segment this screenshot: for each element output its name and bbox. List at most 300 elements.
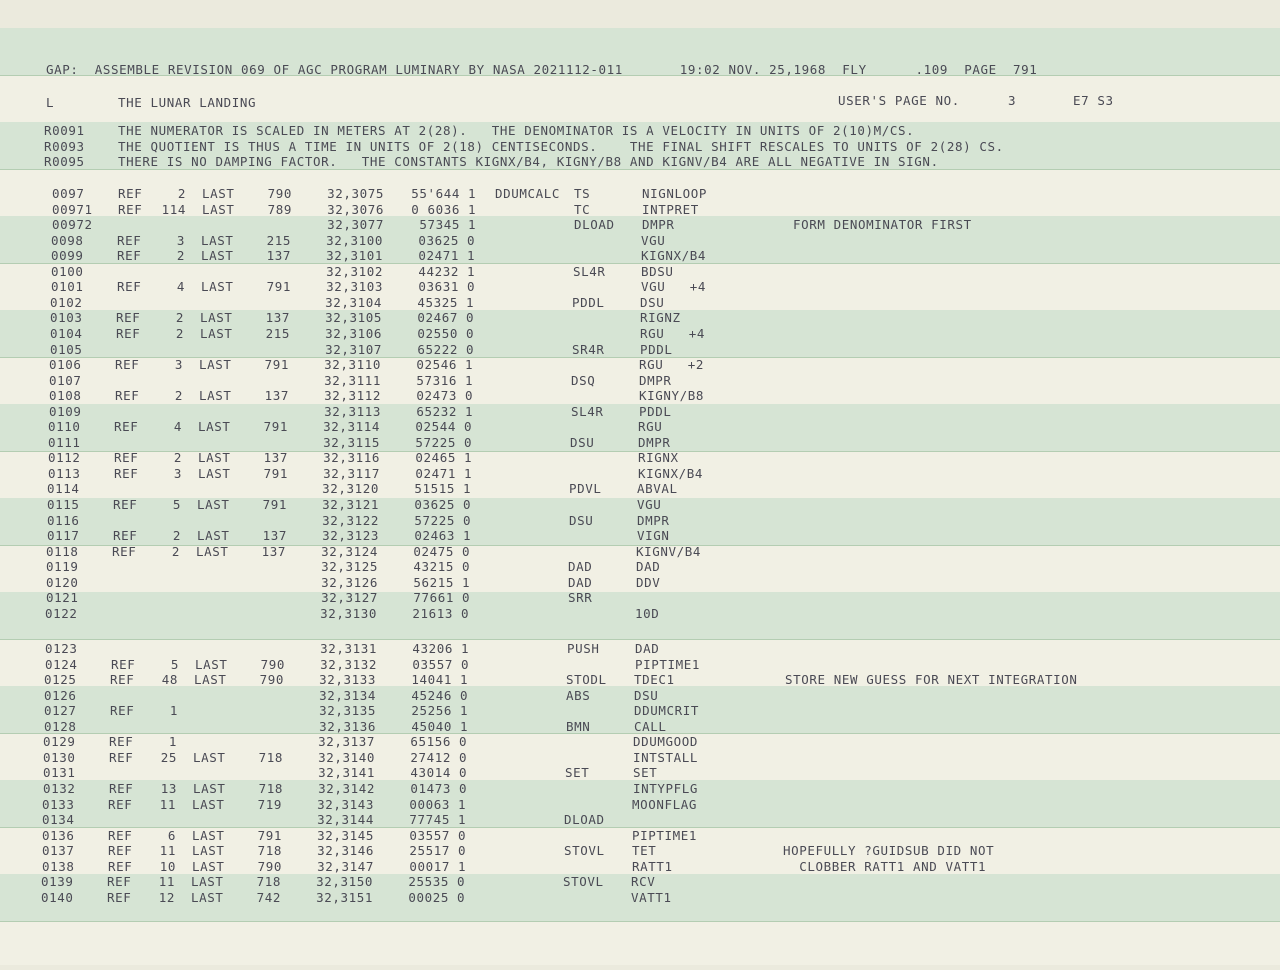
opcode: PDDL (572, 294, 605, 310)
address: 32,3127 (321, 590, 378, 606)
operand: INTPRET (642, 201, 699, 217)
parity-bit: 0 (462, 559, 471, 575)
line-number: 0113 (48, 465, 81, 481)
octal-word: 03625 (418, 232, 459, 248)
octal-word: 57345 (419, 217, 460, 233)
ref-count: 11 (158, 874, 175, 890)
operand: 10D (635, 605, 660, 621)
last-page: 137 (266, 248, 291, 264)
line-number: 00972 (52, 217, 93, 233)
operand: CALL (634, 718, 667, 734)
operand: KIGNV/B4 (636, 543, 702, 559)
remark-text: THE QUOTIENT IS THUS A TIME IN UNITS OF 2(18) CENTISECONDS. THE FINAL SHIFT RESCALES TO UNITS OF 2(28) CS. (118, 139, 1004, 154)
parity-bit: 1 (465, 372, 474, 388)
paper-band-bottom (0, 965, 1280, 970)
ref-count: 3 (176, 232, 185, 248)
ref-keyword: REF (111, 656, 136, 672)
address: 32,3103 (326, 279, 383, 295)
opcode: SR4R (572, 341, 605, 357)
last-page: 791 (257, 827, 282, 843)
line-number: 0108 (49, 388, 82, 404)
octal-word: 03631 (418, 279, 459, 295)
address: 32,3116 (323, 450, 380, 466)
last-page: 137 (265, 310, 290, 326)
parity-bit: 0 (461, 656, 470, 672)
octal-word: 02463 (414, 528, 455, 544)
address: 32,3135 (319, 703, 376, 719)
operand: PDDL (639, 403, 672, 419)
ref-keyword: REF (110, 672, 135, 688)
last-page: 718 (258, 780, 283, 796)
ref-keyword: REF (109, 734, 134, 750)
symbol-label: DDUMCALC (495, 186, 561, 201)
last-keyword: LAST (192, 858, 225, 874)
ref-keyword: REF (117, 279, 142, 295)
octal-word: 56215 (413, 574, 454, 590)
ref-keyword: REF (118, 201, 143, 217)
line-number: 0118 (46, 543, 79, 559)
ref-count: 6 (167, 827, 176, 843)
parity-bit: 1 (458, 812, 467, 828)
parity-bit: 0 (465, 388, 474, 404)
opcode: SL4R (573, 263, 606, 279)
last-page: 791 (266, 279, 291, 295)
octal-word: 25256 (411, 703, 452, 719)
last-page: 718 (258, 749, 283, 765)
address: 32,3121 (322, 497, 379, 512)
line-number: 0120 (46, 574, 79, 590)
last-keyword: LAST (191, 889, 224, 905)
line-number: 0137 (42, 843, 75, 859)
operand: KIGNY/B8 (639, 388, 705, 404)
line-number: 0104 (50, 325, 83, 341)
last-keyword: LAST (196, 543, 229, 559)
ref-keyword: REF (116, 325, 141, 341)
operand: VGU (637, 497, 662, 512)
last-keyword: LAST (197, 497, 230, 512)
comment: CLOBBER RATT1 AND VATT1 (783, 858, 987, 874)
operand: BDSU (641, 263, 674, 279)
ref-count: 10 (159, 858, 176, 874)
line-number: 0100 (51, 263, 84, 279)
last-page: 137 (263, 450, 288, 466)
octal-word: 03557 (412, 656, 453, 672)
parity-bit: 1 (464, 450, 473, 466)
operand: DMPR (639, 372, 672, 388)
octal-word: 25517 (409, 843, 450, 859)
opcode: STOVL (564, 843, 605, 859)
remark-id: R0091 (44, 123, 85, 138)
parity-bit: 0 (464, 419, 473, 435)
opcode: SL4R (571, 403, 604, 419)
parity-bit: 0 (459, 780, 468, 796)
address: 32,3120 (322, 481, 379, 497)
octal-word: 02546 (416, 357, 457, 373)
operand: DSU (634, 687, 659, 703)
parity-bit: 0 (464, 434, 473, 450)
address: 32,3124 (321, 543, 378, 559)
ref-count: 4 (173, 419, 182, 435)
address: 32,3146 (317, 843, 374, 859)
last-page: 790 (259, 672, 284, 688)
octal-word: 51515 (414, 481, 455, 497)
ref-count: 3 (174, 357, 183, 373)
line-number: 0122 (45, 605, 78, 621)
octal-word: 21613 (412, 605, 453, 621)
opcode: DAD (568, 574, 593, 590)
line-number: 0107 (49, 372, 82, 388)
ref-keyword: REF (117, 248, 142, 264)
address: 32,3140 (318, 749, 375, 765)
opcode: DLOAD (564, 812, 605, 828)
octal-word: 65232 (416, 403, 457, 419)
line-number: 0112 (48, 450, 81, 466)
parity-bit: 0 (463, 512, 472, 528)
ref-count: 5 (170, 656, 179, 672)
address: 32,3136 (319, 718, 376, 734)
paper-rule (0, 639, 1280, 640)
operand: VIGN (637, 528, 670, 544)
address: 32,3122 (322, 512, 379, 528)
line-number: 0114 (47, 481, 80, 497)
address: 32,3145 (317, 827, 374, 843)
operand: TET (632, 843, 657, 859)
last-keyword: LAST (202, 201, 235, 217)
operand: PDDL (640, 341, 673, 357)
last-keyword: LAST (201, 248, 234, 264)
octal-word: 0 6036 (411, 201, 460, 217)
octal-word: 45246 (411, 687, 452, 703)
ref-keyword: REF (114, 465, 139, 481)
operand: TDEC1 (634, 672, 675, 688)
ref-count: 2 (177, 186, 186, 201)
remark-text: THERE IS NO DAMPING FACTOR. THE CONSTANTS KIGNX/B4, KIGNY/B8 AND KIGNV/B4 ARE ALL NEGATIVE IN SIGN. (118, 154, 939, 169)
ref-count: 2 (176, 248, 185, 264)
parity-bit: 0 (463, 497, 472, 512)
last-keyword: LAST (200, 325, 233, 341)
comment: FORM DENOMINATOR FIRST (793, 217, 972, 233)
ref-count: 25 (160, 749, 177, 765)
operand: MOONFLAG (632, 796, 698, 812)
opcode: PDVL (569, 481, 602, 497)
opcode: ABS (566, 687, 591, 703)
last-page: 718 (256, 874, 281, 890)
operand: DDUMCRIT (634, 703, 700, 719)
parity-bit: 1 (461, 641, 470, 656)
last-page: 137 (264, 388, 289, 404)
octal-word: 43014 (410, 765, 451, 781)
last-page: 791 (264, 357, 289, 373)
line-number: 0109 (49, 403, 82, 419)
parity-bit: 0 (459, 734, 468, 750)
octal-word: 02475 (413, 543, 454, 559)
octal-word: 27412 (410, 749, 451, 765)
line-number: 0102 (50, 294, 83, 310)
section-letter: L (46, 95, 55, 110)
address: 32,3105 (325, 310, 382, 326)
line-number: 0136 (42, 827, 75, 843)
address: 32,3123 (322, 528, 379, 544)
ref-count: 2 (173, 450, 182, 466)
opcode: SRR (568, 590, 593, 606)
users-page-label: USER'S PAGE NO. (838, 93, 960, 108)
opcode: SET (565, 765, 590, 781)
ref-keyword: REF (108, 827, 133, 843)
line-number: 0132 (43, 780, 76, 796)
line-number: 0126 (44, 687, 77, 703)
parity-bit: 0 (457, 874, 466, 890)
last-keyword: LAST (197, 528, 230, 544)
address: 32,3117 (323, 465, 380, 481)
octal-word: 00025 (408, 889, 449, 905)
ref-count: 1 (168, 734, 177, 750)
parity-bit: 0 (459, 765, 468, 781)
octal-word: 44232 (418, 263, 459, 279)
address: 32,3141 (318, 765, 375, 781)
octal-word: 57225 (415, 434, 456, 450)
address: 32,3147 (317, 858, 374, 874)
ref-count: 11 (159, 796, 176, 812)
line-number: 0098 (51, 232, 84, 248)
last-keyword: LAST (191, 874, 224, 890)
line-number: 0139 (41, 874, 74, 890)
opcode: DSQ (571, 372, 596, 388)
ref-count: 2 (175, 310, 184, 326)
parity-bit: 1 (463, 528, 472, 544)
operand: RGU (638, 419, 663, 435)
operand: DMPR (638, 434, 671, 450)
ref-keyword: REF (117, 232, 142, 248)
operand: DMPR (637, 512, 670, 528)
line-number: 0099 (51, 248, 84, 264)
users-page-number: 3 (1008, 93, 1017, 108)
line-number: 0131 (43, 765, 76, 781)
comment: STORE NEW GUESS FOR NEXT INTEGRATION (785, 672, 1078, 688)
parity-bit: 0 (467, 232, 476, 248)
last-keyword: LAST (200, 310, 233, 326)
line-number: 0123 (45, 641, 78, 656)
line-number: 0133 (42, 796, 75, 812)
address: 32,3114 (323, 419, 380, 435)
opcode: PUSH (567, 641, 600, 656)
opcode: TC (574, 201, 591, 217)
octal-word: 02550 (417, 325, 458, 341)
line-number: 0101 (51, 279, 84, 295)
line-number: 0116 (47, 512, 80, 528)
ref-keyword: REF (112, 543, 137, 559)
octal-word: 57225 (414, 512, 455, 528)
ref-keyword: REF (107, 874, 132, 890)
last-keyword: LAST (192, 827, 225, 843)
parity-bit: 0 (467, 279, 476, 295)
operand: KIGNX/B4 (641, 248, 707, 264)
ref-keyword: REF (114, 450, 139, 466)
ref-keyword: REF (110, 703, 135, 719)
last-keyword: LAST (192, 843, 225, 859)
operand: DSU (640, 294, 665, 310)
operand: RATT1 (632, 858, 673, 874)
line-number: 0111 (48, 434, 81, 450)
operand: ABVAL (637, 481, 678, 497)
last-keyword: LAST (198, 450, 231, 466)
address: 32,3104 (325, 294, 382, 310)
ref-count: 5 (172, 497, 181, 512)
opcode: STOVL (563, 874, 604, 890)
ref-keyword: REF (114, 419, 139, 435)
octal-word: 02465 (415, 450, 456, 466)
ref-keyword: REF (108, 858, 133, 874)
section-title: THE LUNAR LANDING (118, 95, 257, 110)
parity-bit: 1 (460, 718, 469, 734)
ref-count: 2 (174, 388, 183, 404)
ref-count: 2 (172, 528, 181, 544)
last-page: 791 (263, 419, 288, 435)
remark-id: R0093 (44, 139, 85, 154)
address: 32,3142 (318, 780, 375, 796)
last-keyword: LAST (199, 357, 232, 373)
line-number: 0115 (47, 497, 80, 512)
address: 32,3112 (324, 388, 381, 404)
address: 32,3113 (324, 403, 381, 419)
octal-word: 45325 (417, 294, 458, 310)
address: 32,3143 (317, 796, 374, 812)
ref-keyword: REF (109, 780, 134, 796)
operand: VATT1 (631, 889, 672, 905)
operand: RIGNZ (640, 310, 681, 326)
remark-text: THE NUMERATOR IS SCALED IN METERS AT 2(28). THE DENOMINATOR IS A VELOCITY IN UNITS OF 2(10)M/CS. (118, 123, 915, 138)
parity-bit: 0 (457, 889, 466, 905)
line-number: 0138 (42, 858, 75, 874)
operand: KIGNX/B4 (638, 465, 704, 481)
ref-count: 48 (161, 672, 178, 688)
parity-bit: 1 (460, 672, 469, 688)
parity-bit: 0 (466, 310, 475, 326)
line-number: 00971 (52, 201, 93, 217)
opcode: TS (574, 186, 591, 201)
ref-keyword: REF (116, 310, 141, 326)
parity-bit: 1 (468, 186, 477, 201)
opcode: DLOAD (574, 217, 615, 233)
octal-word: 02471 (418, 248, 459, 264)
line-number: 0127 (44, 703, 77, 719)
line-number: 0134 (42, 812, 75, 828)
line-number: 0128 (44, 718, 77, 734)
address: 32,3101 (326, 248, 383, 264)
octal-word: 00063 (409, 796, 450, 812)
ref-count: 2 (171, 543, 180, 559)
line-number: 0140 (41, 889, 74, 905)
last-page: 742 (256, 889, 281, 905)
operand: NIGNLOOP (642, 186, 708, 201)
ref-count: 13 (160, 780, 177, 796)
ref-count: 12 (158, 889, 175, 905)
last-page: 791 (262, 497, 287, 512)
line-number: 0110 (48, 419, 81, 435)
operand: RGU +2 (639, 357, 705, 373)
parity-bit: 1 (465, 357, 474, 373)
last-page: 215 (266, 232, 291, 248)
address: 32,3137 (318, 734, 375, 750)
operand: VGU +4 (641, 279, 707, 295)
address: 32,3133 (319, 672, 376, 688)
line-number: 0129 (43, 734, 76, 750)
last-page: 790 (257, 858, 282, 874)
ref-keyword: REF (107, 889, 132, 905)
ref-count: 114 (161, 201, 186, 217)
paper-rule (0, 921, 1280, 922)
comment: HOPEFULLY ?GUIDSUB DID NOT (783, 843, 995, 859)
parity-bit: 0 (458, 827, 467, 843)
octal-word: 77661 (413, 590, 454, 606)
last-page: 790 (267, 186, 292, 201)
octal-word: 45040 (411, 718, 452, 734)
paper-band-top (0, 0, 1280, 28)
octal-word: 02471 (415, 465, 456, 481)
operand: DDUMGOOD (633, 734, 699, 750)
parity-bit: 1 (466, 294, 475, 310)
parity-bit: 0 (462, 590, 471, 606)
line-number: 0103 (50, 310, 83, 326)
operand: RIGNX (638, 450, 679, 466)
last-keyword: LAST (199, 388, 232, 404)
address: 32,3107 (325, 341, 382, 357)
octal-word: 14041 (411, 672, 452, 688)
octal-word: 77745 (409, 812, 450, 828)
paper-rule (0, 169, 1280, 170)
address: 32,3144 (317, 812, 374, 828)
address: 32,3076 (327, 201, 384, 217)
last-page: 718 (257, 843, 282, 859)
parity-bit: 0 (461, 605, 470, 621)
last-keyword: LAST (202, 186, 235, 201)
last-keyword: LAST (198, 419, 231, 435)
address: 32,3130 (320, 605, 377, 621)
address: 32,3126 (321, 574, 378, 590)
ref-keyword: REF (108, 843, 133, 859)
address: 32,3102 (326, 263, 383, 279)
ref-count: 1 (169, 703, 178, 719)
remark-id: R0095 (44, 154, 85, 169)
opcode: DSU (569, 512, 594, 528)
address: 32,3100 (326, 232, 383, 248)
opcode: BMN (566, 718, 591, 734)
ref-keyword: REF (115, 357, 140, 373)
octal-word: 02544 (415, 419, 456, 435)
octal-word: 00017 (409, 858, 450, 874)
page-code: E7 S3 (1073, 93, 1114, 108)
operand: DDV (636, 574, 661, 590)
line-number: 0106 (49, 357, 82, 373)
parity-bit: 0 (458, 843, 467, 859)
last-page: 137 (262, 528, 287, 544)
last-keyword: LAST (201, 279, 234, 295)
paper-rule (0, 263, 1280, 264)
address: 32,3151 (316, 889, 373, 905)
operand: RGU +4 (640, 325, 706, 341)
parity-bit: 1 (465, 403, 474, 419)
parity-bit: 0 (459, 749, 468, 765)
operand: DAD (635, 641, 660, 656)
last-page: 789 (267, 201, 292, 217)
address: 32,3106 (325, 325, 382, 341)
last-page: 215 (265, 325, 290, 341)
last-page: 719 (257, 796, 282, 812)
operand: SET (633, 765, 658, 781)
parity-bit: 1 (468, 201, 477, 217)
line-number: 0097 (52, 186, 85, 201)
octal-word: 01473 (410, 780, 451, 796)
last-keyword: LAST (193, 780, 226, 796)
